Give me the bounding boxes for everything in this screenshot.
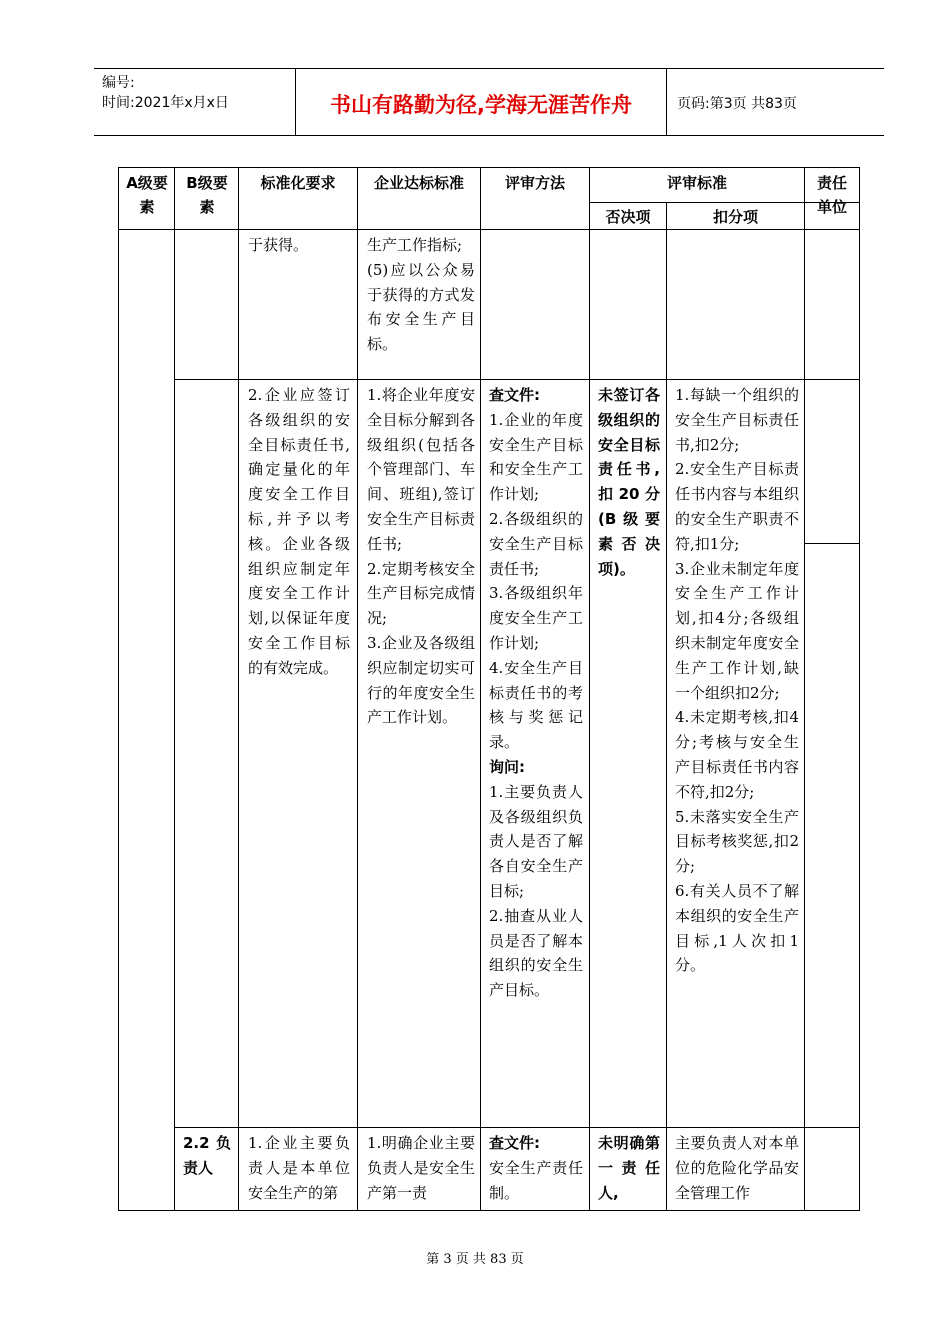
deduct-item: 5.未落实安全生产目标考核奖惩,扣2分; xyxy=(675,807,799,876)
table-rule xyxy=(174,1127,860,1128)
method-item: 4.安全生产目标责任书的考核与奖惩记录。 xyxy=(489,658,583,752)
row2-deduct xyxy=(675,383,799,978)
method-item: 1.主要负责人及各级组织负责人是否了解各自安全生产目标; xyxy=(489,782,583,900)
table-border xyxy=(118,167,860,168)
table-rule xyxy=(666,202,667,1211)
row2-method xyxy=(489,383,583,1003)
table-rule xyxy=(480,167,481,1211)
method-doc-title: 查文件: xyxy=(489,386,540,404)
method-item: 2.各级组织的安全生产目标责任书; xyxy=(489,509,583,578)
row3-standard: 1.企业主要负责人是本单位安全生产的第 xyxy=(248,1134,350,1202)
criteria-item: 3.企业及各级组织应制定切实可行的年度安全生产工作计划。 xyxy=(367,633,475,727)
deduct-item: 6.有关人员不了解本组织的安全生产目标,1人次扣1分。 xyxy=(675,881,799,975)
header-motto: 书山有路勤为径,学海无涯苦作舟 xyxy=(330,93,632,117)
col-header-a-level: A级要素 xyxy=(126,174,168,216)
row3-deduct: 主要负责人对本单位的危险化学品安全管理工作 xyxy=(675,1134,799,1202)
col-header-responsible: 责任单位 xyxy=(816,174,847,216)
deduct-item: 3.企业未制定年度安全生产工作计划,扣4分;各级组织未制定年度安全生产工作计划,缺一个组织扣2分; xyxy=(675,559,799,702)
table-rule xyxy=(174,379,860,380)
criteria-item: 2.定期考核安全生产目标完成情况; xyxy=(367,559,475,628)
method-doc-title: 查文件: xyxy=(489,1134,540,1152)
header-page-number: 页码:第3页 共83页 xyxy=(677,96,797,112)
table-rule xyxy=(804,167,805,1211)
page-footer: 第 3 页 共 83 页 xyxy=(426,1252,524,1267)
row2-standard: 2.企业应签订各级组织的安全目标责任书,确定量化的年度安全工作目标,并予以考核。企业各级组织应制定年度安全工作计划,以保证年度安全工作目标的有效完成。 xyxy=(248,386,350,677)
table-rule xyxy=(118,229,860,230)
header-meta xyxy=(102,73,292,113)
table-border xyxy=(859,167,860,1211)
col-header-standard: 标准化要求 xyxy=(260,174,336,192)
table-rule xyxy=(804,543,860,544)
header-number: 编号: xyxy=(102,75,135,91)
row3-method xyxy=(489,1131,583,1205)
deduct-item: 2.安全生产目标责任书内容与本组织的安全生产职责不符,扣1分; xyxy=(675,460,799,553)
row3-criteria: 1.明确企业主要负责人是安全生产第一责 xyxy=(367,1134,475,1202)
row2-veto: 未签订各级组织的安全目标责任书,扣20分(B级要素否决项)。 xyxy=(598,386,660,578)
table-rule xyxy=(589,167,590,1211)
review-standards-table xyxy=(118,167,860,1211)
row1-standard: 于获得。 xyxy=(248,236,309,254)
method-item: 3.各级组织年度安全生产工作计划; xyxy=(489,584,583,652)
table-rule xyxy=(357,167,358,1211)
table-rule xyxy=(174,167,175,1211)
method-ask-title: 询问: xyxy=(489,757,525,776)
method-item: 2.抽查从业人员是否了解本组织的安全生产目标。 xyxy=(489,906,583,1000)
method-item: 安全生产责任制。 xyxy=(489,1158,583,1202)
col-header-review: 评审标准 xyxy=(666,174,727,192)
col-header-b-level: B级要素 xyxy=(186,174,228,216)
table-border xyxy=(118,1210,860,1211)
method-item: 1.企业的年度安全生产目标和安全生产工作计划; xyxy=(489,410,583,504)
row3-veto: 未明确第一责任人, xyxy=(598,1134,660,1202)
row2-criteria xyxy=(367,383,475,730)
col-header-veto: 否决项 xyxy=(605,208,651,226)
header-divider xyxy=(666,69,667,136)
deduct-item: 1.每缺一个组织的安全生产目标责任书,扣2分; xyxy=(675,386,799,454)
criteria-item: 生产工作指标; xyxy=(367,236,463,254)
criteria-item: (5)应以公众易于获得的方式发布安全生产目标。 xyxy=(367,260,475,354)
table-border xyxy=(118,167,119,1211)
table-rule xyxy=(238,167,239,1211)
row3-b-level: 2.2负责人 xyxy=(183,1134,231,1177)
header-time: 时间:2021年x月x日 xyxy=(102,95,229,111)
col-header-method: 评审方法 xyxy=(504,174,565,192)
page-header xyxy=(94,68,884,136)
col-header-criteria: 企业达标标准 xyxy=(373,174,464,192)
col-header-deduct: 扣分项 xyxy=(712,208,758,226)
criteria-item: 1.将企业年度安全目标分解到各级组织(包括各个管理部门、车间、班组),签订安全生产目标责任书; xyxy=(367,386,475,553)
deduct-item: 4.未定期考核,扣4分;考核与安全生产目标责任书内容不符,扣2分; xyxy=(675,708,799,801)
row1-criteria xyxy=(367,233,475,357)
